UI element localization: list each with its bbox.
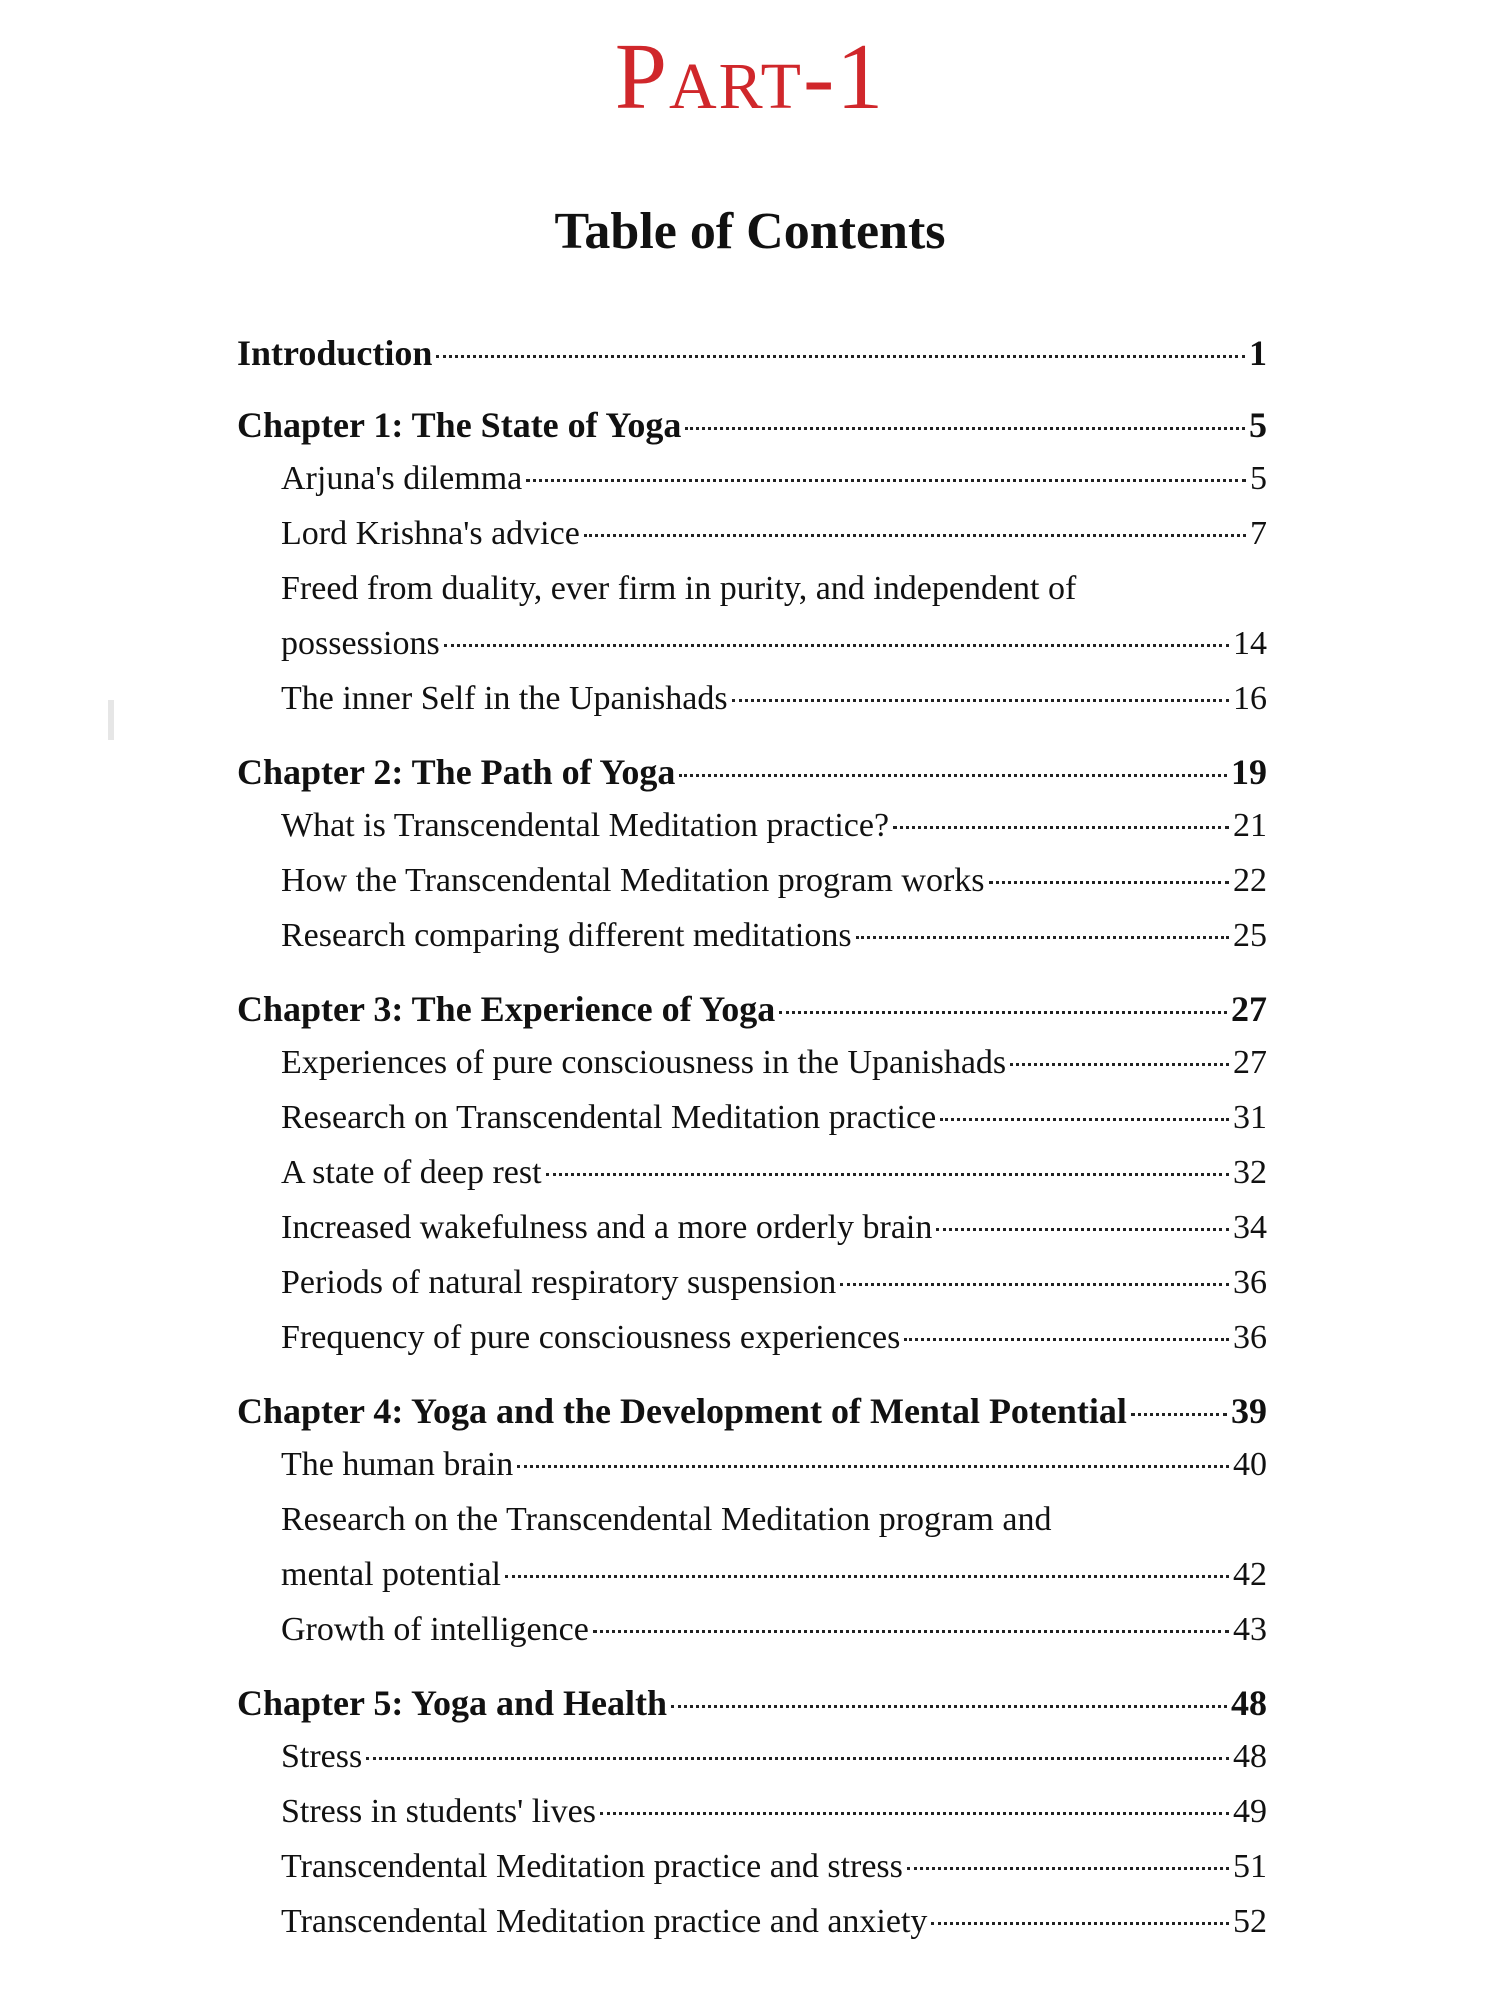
- toc-entry-label: The human brain: [281, 1446, 514, 1483]
- toc-entry-label: Increased wakefulness and a more orderly brain: [281, 1209, 933, 1246]
- toc-entry-page: 32: [1233, 1154, 1267, 1191]
- toc-entry-label: possessions: [281, 625, 440, 662]
- toc-entry-page: 22: [1233, 862, 1267, 899]
- toc-entry[interactable]: [237, 862, 1267, 917]
- dot-leader: [526, 479, 1246, 482]
- toc-entry[interactable]: [237, 807, 1267, 862]
- toc-entry-label: Introduction: [237, 333, 433, 373]
- toc-entry-label: Research comparing different meditations: [281, 917, 852, 954]
- dot-leader: [779, 1011, 1227, 1014]
- toc-section-chapter-1: [237, 404, 1267, 735]
- toc-entry[interactable]: [237, 1611, 1267, 1666]
- toc-entry-page: 27: [1231, 989, 1267, 1029]
- toc-entry-label: mental potential: [281, 1556, 501, 1593]
- toc-entry-label: Research on Transcendental Meditation practice: [281, 1099, 937, 1136]
- dot-leader: [904, 1338, 1229, 1341]
- toc-entry-page: 14: [1233, 625, 1267, 662]
- toc-entry-label: Chapter 3: The Experience of Yoga: [237, 989, 776, 1029]
- toc-entry-page: 36: [1233, 1264, 1267, 1301]
- dot-leader: [940, 1118, 1229, 1121]
- dot-leader: [679, 774, 1227, 777]
- toc-entry-page: 5: [1249, 405, 1267, 445]
- toc-entry[interactable]: [237, 917, 1267, 972]
- toc-entry-label: How the Transcendental Meditation program works: [281, 862, 985, 899]
- toc-entry[interactable]: [237, 1264, 1267, 1319]
- toc-entry[interactable]: [237, 1793, 1267, 1848]
- dot-leader: [584, 534, 1246, 537]
- toc-entry[interactable]: [237, 1446, 1267, 1501]
- toc-entry-label: The inner Self in the Upanishads: [281, 680, 728, 717]
- dot-leader: [436, 355, 1245, 358]
- toc-section-chapter-5: [237, 1682, 1267, 1958]
- toc-entry-chapter-3[interactable]: [237, 988, 1267, 1044]
- toc-entry-page: 49: [1233, 1793, 1267, 1830]
- toc-entry-page: 48: [1233, 1738, 1267, 1775]
- toc-entry-page: 1: [1249, 333, 1267, 373]
- toc-entry[interactable]: [237, 1848, 1267, 1903]
- dot-leader: [517, 1465, 1229, 1468]
- toc-entry-page: 25: [1233, 917, 1267, 954]
- part-title: Part-1: [614, 25, 886, 129]
- dot-leader: [444, 644, 1229, 647]
- toc-entry-wrapped-line[interactable]: [237, 570, 1267, 625]
- toc-entry-label: Freed from duality, ever firm in purity, and independent of: [281, 570, 1077, 607]
- toc-entry-page: 21: [1233, 807, 1267, 844]
- dot-leader: [732, 699, 1229, 702]
- toc-entry-page: 7: [1250, 515, 1267, 552]
- toc-entry-page: 40: [1233, 1446, 1267, 1483]
- dot-leader: [936, 1228, 1229, 1231]
- toc-entry-label: Stress: [281, 1738, 363, 1775]
- toc-heading: Table of Contents: [554, 203, 946, 260]
- dot-leader: [685, 427, 1245, 430]
- toc-entry[interactable]: [237, 680, 1267, 735]
- scan-artifact: [108, 700, 114, 740]
- toc-entry-page: 48: [1231, 1683, 1267, 1723]
- dot-leader: [989, 881, 1230, 884]
- dot-leader: [893, 826, 1229, 829]
- toc-entry-label: Experiences of pure consciousness in the Upanishads: [281, 1044, 1007, 1081]
- toc-entry-wrapped-line[interactable]: [237, 1501, 1267, 1556]
- toc-entry-page: 31: [1233, 1099, 1267, 1136]
- dot-leader: [907, 1867, 1229, 1870]
- dot-leader: [593, 1630, 1229, 1633]
- dot-leader: [505, 1575, 1229, 1578]
- dot-leader: [1131, 1413, 1227, 1416]
- toc-entry-page: 42: [1233, 1556, 1267, 1593]
- toc-entry-chapter-4[interactable]: [237, 1390, 1267, 1446]
- toc-entry-page: 27: [1233, 1044, 1267, 1081]
- toc-entry[interactable]: [237, 625, 1267, 680]
- toc-entry-chapter-1[interactable]: [237, 404, 1267, 460]
- toc-entry[interactable]: [237, 1319, 1267, 1374]
- toc-entry-page: 16: [1233, 680, 1267, 717]
- toc-section-chapter-2: [237, 751, 1267, 972]
- toc-entry-page: 5: [1250, 460, 1267, 497]
- toc-entry-label: Transcendental Meditation practice and stress: [281, 1848, 903, 1885]
- toc-entry[interactable]: [237, 460, 1267, 515]
- toc-entry[interactable]: [237, 515, 1267, 570]
- toc-entry[interactable]: [237, 1903, 1267, 1958]
- toc-entry-label: A state of deep rest: [281, 1154, 542, 1191]
- dot-leader: [600, 1812, 1229, 1815]
- toc-entry-introduction[interactable]: [237, 332, 1267, 388]
- toc-entry-page: 34: [1233, 1209, 1267, 1246]
- toc-entry[interactable]: [237, 1044, 1267, 1099]
- toc-entry-page: 39: [1231, 1391, 1267, 1431]
- toc-section-introduction: [237, 332, 1267, 388]
- toc-entry[interactable]: [237, 1154, 1267, 1209]
- dot-leader: [1010, 1063, 1229, 1066]
- toc-entry-label: Lord Krishna's advice: [281, 515, 580, 552]
- toc-entry-page: 51: [1233, 1848, 1267, 1885]
- toc-entry-label: Chapter 1: The State of Yoga: [237, 405, 682, 445]
- dot-leader: [546, 1173, 1229, 1176]
- toc-entry-label: Stress in students' lives: [281, 1793, 596, 1830]
- toc-entry-label: Chapter 2: The Path of Yoga: [237, 752, 676, 792]
- toc-entry[interactable]: [237, 1738, 1267, 1793]
- toc-entry-chapter-5[interactable]: [237, 1682, 1267, 1738]
- dot-leader: [671, 1705, 1227, 1708]
- dot-leader: [366, 1757, 1229, 1760]
- toc-entry-chapter-2[interactable]: [237, 751, 1267, 807]
- toc-entry-label: Frequency of pure consciousness experiences: [281, 1319, 901, 1356]
- toc-entry-label: Chapter 4: Yoga and the Development of Mental Potential: [237, 1391, 1127, 1431]
- dot-leader: [856, 936, 1229, 939]
- toc-entry-label: Transcendental Meditation practice and anxiety: [281, 1903, 928, 1940]
- toc-entry-page: 43: [1233, 1611, 1267, 1648]
- toc-entry-page: 19: [1231, 752, 1267, 792]
- toc-entry-label: Periods of natural respiratory suspension: [281, 1264, 837, 1301]
- toc-entry-label: Arjuna's dilemma: [281, 460, 523, 497]
- toc-entry-label: Chapter 5: Yoga and Health: [237, 1683, 668, 1723]
- toc-entry[interactable]: [237, 1556, 1267, 1611]
- toc-entry[interactable]: [237, 1209, 1267, 1264]
- toc-section-chapter-3: [237, 988, 1267, 1374]
- toc-entry[interactable]: [237, 1099, 1267, 1154]
- toc-section-chapter-4: [237, 1390, 1267, 1666]
- table-of-contents: [237, 332, 1267, 1974]
- toc-entry-label: What is Transcendental Meditation practice?: [281, 807, 890, 844]
- toc-entry-page: 52: [1233, 1903, 1267, 1940]
- dot-leader: [840, 1283, 1229, 1286]
- toc-entry-page: 36: [1233, 1319, 1267, 1356]
- toc-entry-label: Research on the Transcendental Meditation program and: [281, 1501, 1052, 1538]
- toc-entry-label: Growth of intelligence: [281, 1611, 589, 1648]
- dot-leader: [931, 1922, 1229, 1925]
